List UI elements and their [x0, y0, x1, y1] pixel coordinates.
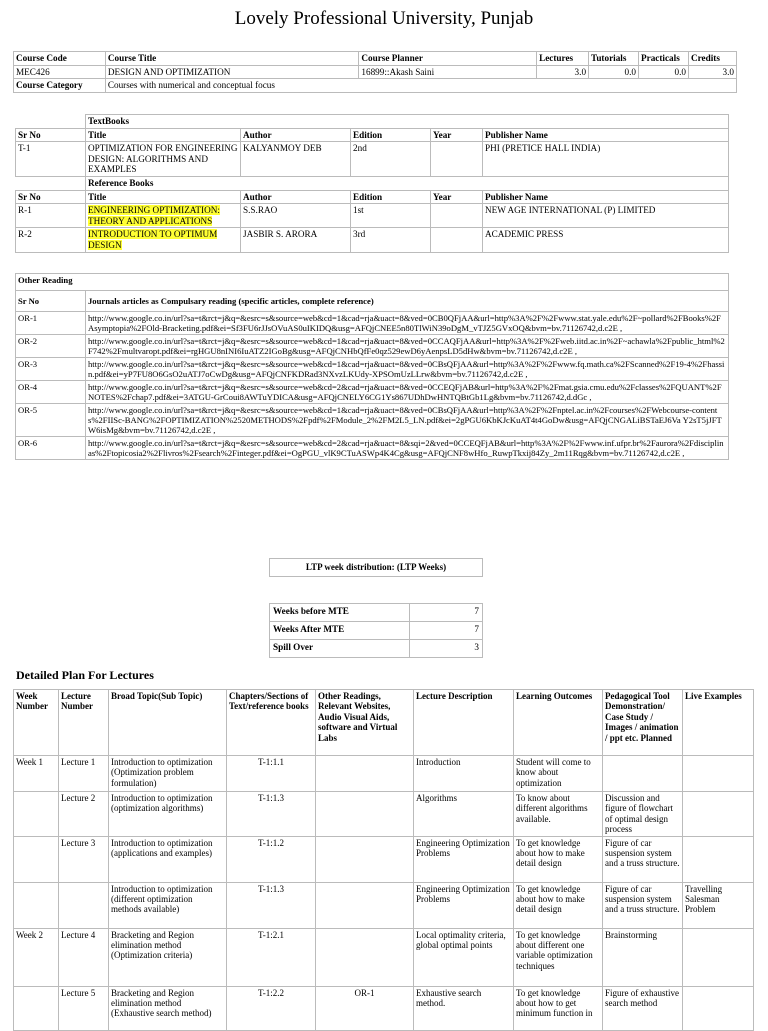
plan-week: [14, 792, 59, 837]
table-row: [16, 381, 729, 404]
ltp-label: Weeks After MTE: [270, 622, 410, 640]
reading-link[interactable]: http://www.google.co.in/url?sa=t&rct=j&q=&esrc=s&source=web&cd=2&cad=rja&uact=8&ved=0CCEQFjAB&url=http%3A%2F%2Fmat.gsia.cmu.edu%2Fclasses%2FQUANT%2FNOTES%2Fchap7.pdf&ei=3ATGU-GrCoui8AWTuYDICA&usg=AFQjCNELY6CG1Ys867UDhDwHNTQBtGb1Lg&bvm=bv.71126742,d.dGc ,: [86, 381, 729, 404]
header-chapters: Chapters/Sections of Text/reference books: [227, 690, 316, 756]
header-year: Year: [431, 128, 483, 142]
plan-description: Introduction: [414, 756, 514, 792]
books-table: [15, 114, 729, 253]
table-row: [14, 756, 754, 792]
book-sr: R-1: [16, 204, 86, 228]
table-row: [14, 792, 754, 837]
book-edition: 1st: [351, 204, 431, 228]
textbooks-section-row: [16, 115, 729, 129]
table-row: [16, 358, 729, 381]
plan-outcome: To get knowledge about how to make detail design: [514, 882, 603, 928]
plan-live: [683, 756, 754, 792]
course-credits: 3.0: [688, 65, 736, 79]
plan-tool: Discussion and figure of flowchart of optimal design process: [603, 792, 683, 837]
reading-link[interactable]: http://www.google.co.in/url?sa=t&rct=j&q=&esrc=s&source=web&cd=1&cad=rja&uact=8&ved=0CCAQFjAA&url=http%3A%2F%2Fweb.iitd.ac.in%2F~achawla%2Fpublic_html%2F742%2Fmultvaropt.pdf&ei=rgHGU8nINI6IuATZ2IGoBg&usg=AFQjCNHbQfFe0qz529ewD6yAenpsLD5dHw&bvm=bv.71126742,d.c2E ,: [86, 335, 729, 358]
plan-header-row: [14, 690, 754, 756]
table-row: [16, 335, 729, 358]
header-edition: Edition: [351, 190, 431, 204]
header-publisher: Publisher Name: [483, 190, 729, 204]
plan-topic: Introduction to optimization (different optimization methods available): [109, 882, 227, 928]
plan-lecture: [59, 882, 109, 928]
plan-lecture: Lecture 4: [59, 928, 109, 986]
header-practicals: Practicals: [639, 52, 689, 66]
plan-other: [316, 792, 414, 837]
ltp-value: 7: [410, 622, 483, 640]
book-publisher: ACADEMIC PRESS: [483, 228, 729, 252]
plan-other: OR-1: [316, 986, 414, 1030]
book-title: [86, 228, 241, 252]
header-pedagogical-tool: Pedagogical Tool Demonstration/ Case Study / Images / animation / ppt etc. Planned: [603, 690, 683, 756]
plan-topic: Bracketing and Region elimination method (Optimization criteria): [109, 928, 227, 986]
plan-description: Exhaustive search method.: [414, 986, 514, 1030]
reading-sr: OR-2: [16, 335, 86, 358]
plan-chapter: T-1:1.1: [227, 756, 316, 792]
header-title: Title: [86, 190, 241, 204]
header-year: Year: [431, 190, 483, 204]
header-publisher: Publisher Name: [483, 128, 729, 142]
plan-tool: Figure of car suspension system and a truss structure.: [603, 836, 683, 882]
header-sr-no: Sr No: [16, 128, 86, 142]
table-row: [14, 882, 754, 928]
plan-other: [316, 882, 414, 928]
plan-chapter: T-1:2.2: [227, 986, 316, 1030]
plan-topic: Bracketing and Region elimination method (Exhaustive search method): [109, 986, 227, 1030]
header-week: Week Number: [14, 690, 59, 756]
lecture-plan-table: [13, 689, 754, 1031]
book-edition: 2nd: [351, 142, 431, 177]
plan-lecture: Lecture 2: [59, 792, 109, 837]
plan-other: [316, 836, 414, 882]
book-year: [431, 228, 483, 252]
other-reading-label: Other Reading: [16, 274, 729, 291]
book-publisher: NEW AGE INTERNATIONAL (P) LIMITED: [483, 204, 729, 228]
book-year: [431, 204, 483, 228]
plan-live: Travelling Salesman Problem: [683, 882, 754, 928]
header-author: Author: [241, 190, 351, 204]
header-journal-articles: Journals articles as Compulsary reading (specific articles, complete reference): [86, 291, 729, 312]
highlighted-title: ENGINEERING OPTIMIZATION: THEORY AND APPLICATIONS: [88, 205, 220, 226]
plan-tool: [603, 756, 683, 792]
reading-link[interactable]: http://www.google.co.in/url?sa=t&rct=j&q=&esrc=s&source=web&cd=1&cad=rja&uact=8&ved=0CBsQFjAA&url=http%3A%2F%2Fwww.fq.math.ca%2FScanned%2F19-4%2Fhassin.pdf&ei=yP7FU8O6GsO2uATJ7oCwDg&usg=AFQjCNFKDRad3NXvzLKUdy-XPSOmUzLLrw&bvm=bv.71126742,d.c2E ,: [86, 358, 729, 381]
plan-chapter: T-1:1.3: [227, 882, 316, 928]
reference-header-row: [16, 190, 729, 204]
course-title: DESIGN AND OPTIMIZATION: [105, 65, 359, 79]
header-other-readings: Other Readings, Relevant Websites, Audio Visual Aids, software and Virtual Labs: [316, 690, 414, 756]
ltp-label: Spill Over: [270, 640, 410, 658]
table-row: [16, 142, 729, 177]
plan-live: [683, 928, 754, 986]
plan-outcome: Student will come to know about optimization: [514, 756, 603, 792]
course-header-row: [14, 52, 737, 66]
book-title: [86, 204, 241, 228]
plan-description: Local optimality criteria, global optimal points: [414, 928, 514, 986]
header-course-planner: Course Planner: [359, 52, 537, 66]
textbooks-label: TextBooks: [86, 115, 729, 129]
book-edition: 3rd: [351, 228, 431, 252]
book-publisher: PHI (PRETICE HALL INDIA): [483, 142, 729, 177]
plan-outcome: To get knowledge about how to make detail design: [514, 836, 603, 882]
textbooks-header-row: [16, 128, 729, 142]
table-row: [14, 836, 754, 882]
header-sr-no: Sr No: [16, 190, 86, 204]
ltp-value: 7: [410, 604, 483, 622]
course-lectures: 3.0: [537, 65, 589, 79]
book-sr: T-1: [16, 142, 86, 177]
book-author: S.S.RAO: [241, 204, 351, 228]
header-title: Title: [86, 128, 241, 142]
highlighted-title: INTRODUCTION TO OPTIMUM DESIGN: [88, 229, 218, 250]
other-reading-title-row: [16, 274, 729, 291]
course-info-table: [13, 51, 737, 93]
header-tutorials: Tutorials: [589, 52, 639, 66]
course-planner: 16899::Akash Saini: [359, 65, 537, 79]
plan-week: Week 2: [14, 928, 59, 986]
plan-other: [316, 756, 414, 792]
course-category: Courses with numerical and conceptual focus: [105, 79, 736, 93]
course-tutorials: 0.0: [589, 65, 639, 79]
course-code: MEC426: [14, 65, 106, 79]
header-live-examples: Live Examples: [683, 690, 754, 756]
table-row: [14, 928, 754, 986]
plan-topic: Introduction to optimization (applications and examples): [109, 836, 227, 882]
reading-link[interactable]: http://www.google.co.in/url?sa=t&rct=j&q=&esrc=s&source=web&cd=1&cad=rja&uact=8&ved=0CBsQFjAA&url=http%3A%2F%2Fnptel.ac.in%2Fcourses%2FWebcourse-contents%2FIISc-BANG%2FOPTIMIZATION%2520METHODS%2Fpdf%2FModule_2%2FM2L5_LN.pdf&ei=2gPGU6KbKJcKuAT4t4GoDw&usg=AFQjCNGALiBSTaEJ6Va Y2sT5jJFTW6isMg&bvm=bv.71126742,d.c2E ,: [86, 404, 729, 437]
plan-chapter: T-1:1.3: [227, 792, 316, 837]
plan-topic: Introduction to optimization (Optimization problem formulation): [109, 756, 227, 792]
plan-description: Engineering Optimization Problems: [414, 836, 514, 882]
header-author: Author: [241, 128, 351, 142]
ltp-value: 3: [410, 640, 483, 658]
course-value-row: [14, 65, 737, 79]
spacer-cell: [16, 115, 86, 129]
plan-live: [683, 792, 754, 837]
book-sr: R-2: [16, 228, 86, 252]
table-row: [16, 204, 729, 228]
plan-other: [316, 928, 414, 986]
table-row: [16, 404, 729, 437]
ltp-label: Weeks before MTE: [270, 604, 410, 622]
plan-lecture: Lecture 3: [59, 836, 109, 882]
ltp-heading-table: [269, 558, 483, 577]
plan-lecture: Lecture 5: [59, 986, 109, 1030]
reference-books-label: Reference Books: [86, 176, 729, 190]
plan-tool: Brainstorming: [603, 928, 683, 986]
plan-chapter: T-1:2.1: [227, 928, 316, 986]
header-learning-outcomes: Learning Outcomes: [514, 690, 603, 756]
header-lecture-description: Lecture Description: [414, 690, 514, 756]
plan-week: [14, 882, 59, 928]
detailed-plan-heading: Detailed Plan For Lectures: [16, 668, 154, 682]
header-lecture: Lecture Number: [59, 690, 109, 756]
ltp-heading: LTP week distribution: (LTP Weeks): [270, 559, 483, 577]
reading-link[interactable]: http://www.google.co.in/url?sa=t&rct=j&q=&esrc=s&source=web&cd=2&cad=rja&uact=8&sqi=2&ved=0CCEQFjAB&url=http%3A%2F%2Fwww.inf.ufpr.br%2Faurora%2Fdisciplinas%2Ftopicosia2%2Flivros%2Fsearch%2Finteger.pdf&ei=OgPGU_vlK9CTuASWp4K4Cg&usg=AFQjCNF8wHfo_RuwpTkxij84Zy_2m11Rqg&bvm=bv.71126742,d.c2E ,: [86, 437, 729, 460]
header-credits: Credits: [688, 52, 736, 66]
book-year: [431, 142, 483, 177]
other-reading-header-row: [16, 291, 729, 312]
spacer-cell: [16, 176, 86, 190]
reading-sr: OR-6: [16, 437, 86, 460]
book-title: OPTIMIZATION FOR ENGINEERING DESIGN: ALGORITHMS AND EXAMPLES: [86, 142, 241, 177]
course-practicals: 0.0: [639, 65, 689, 79]
header-course-code: Course Code: [14, 52, 106, 66]
reading-link[interactable]: http://www.google.co.in/url?sa=t&rct=j&q=&esrc=s&source=web&cd=1&cad=rja&uact=8&ved=0CB0QFjAA&url=http%3A%2F%2Fwww.stat.yale.edu%2F~pollard%2FBooks%2FAsymptopia%2FOld-Bracketing.pdf&ei=Sf3FU6rJJsOVuAS0uIKIDQ&usg=AFQjCNEE5n80TlWiN39oDgM_vTJZ5GVxOQ&bvm=bv.71126742,d.c2E ,: [86, 312, 729, 335]
table-row: [270, 622, 483, 640]
table-row: [16, 228, 729, 252]
plan-outcome: To know about different algorithms available.: [514, 792, 603, 837]
plan-week: Week 1: [14, 756, 59, 792]
header-edition: Edition: [351, 128, 431, 142]
course-category-label: Course Category: [14, 79, 106, 93]
plan-tool: Figure of exhaustive search method: [603, 986, 683, 1030]
university-title: Lovely Professional University, Punjab: [234, 8, 534, 29]
book-author: KALYANMOY DEB: [241, 142, 351, 177]
ltp-weeks-table: [269, 603, 483, 658]
course-category-row: [14, 79, 737, 93]
header-lectures: Lectures: [537, 52, 589, 66]
header-sr-no: Sr No: [16, 291, 86, 312]
reading-sr: OR-5: [16, 404, 86, 437]
reference-section-row: [16, 176, 729, 190]
other-reading-table: [15, 273, 729, 460]
plan-description: Engineering Optimization Problems: [414, 882, 514, 928]
plan-outcome: To get knowledge about different one variable optimization techniques: [514, 928, 603, 986]
plan-outcome: To get knowledge about how to get minimum function in: [514, 986, 603, 1030]
reading-sr: OR-4: [16, 381, 86, 404]
reading-sr: OR-3: [16, 358, 86, 381]
plan-tool: Figure of car suspension system and a truss structure.: [603, 882, 683, 928]
reading-sr: OR-1: [16, 312, 86, 335]
table-row: [16, 312, 729, 335]
plan-live: [683, 836, 754, 882]
plan-week: [14, 836, 59, 882]
header-course-title: Course Title: [105, 52, 359, 66]
table-row: [16, 437, 729, 460]
plan-topic: Introduction to optimization (optimization algorithms): [109, 792, 227, 837]
header-topic: Broad Topic(Sub Topic): [109, 690, 227, 756]
plan-lecture: Lecture 1: [59, 756, 109, 792]
plan-description: Algorithms: [414, 792, 514, 837]
table-row: [270, 640, 483, 658]
table-row: [270, 604, 483, 622]
plan-chapter: T-1:1.2: [227, 836, 316, 882]
book-author: JASBIR S. ARORA: [241, 228, 351, 252]
